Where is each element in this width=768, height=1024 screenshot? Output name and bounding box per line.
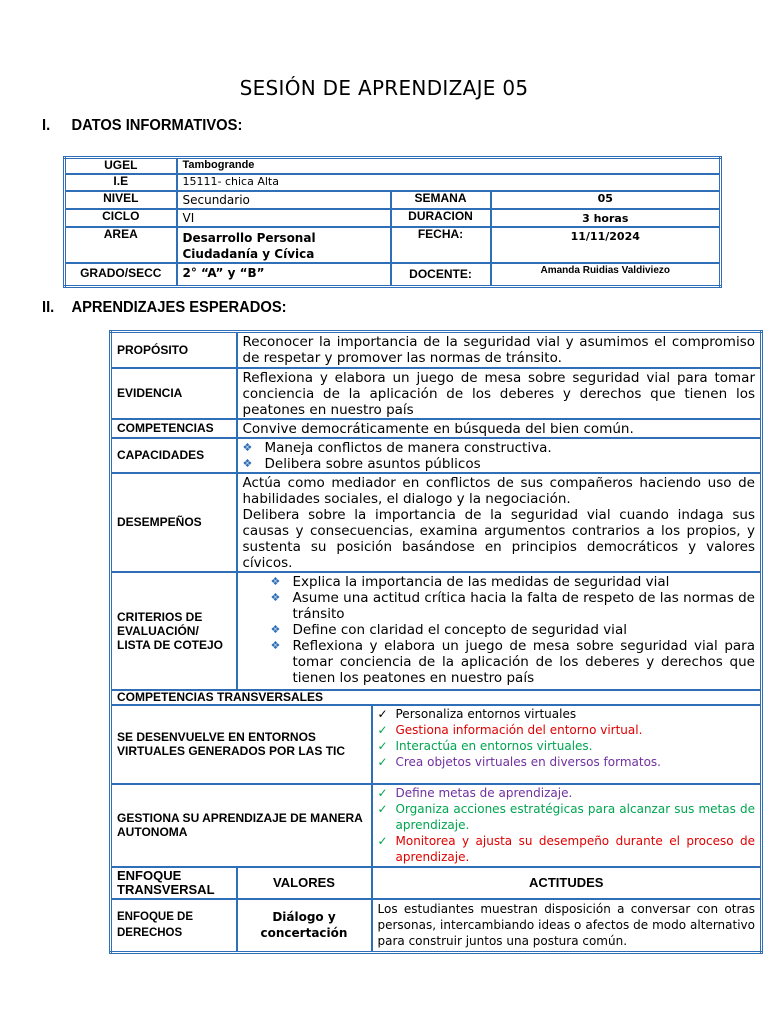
ie-value: 15111- chica Alta bbox=[177, 174, 721, 191]
diamond-bullet-icon: ❖ bbox=[270, 622, 281, 636]
capacidades-cell bbox=[237, 438, 762, 473]
checkmark-icon: ✓ bbox=[377, 785, 388, 800]
duracion-label: DURACION bbox=[391, 209, 491, 227]
enfoque-derechos: ENFOQUE DE DERECHOS bbox=[111, 899, 237, 953]
evidencia-label: EVIDENCIA bbox=[111, 368, 237, 419]
autonoma-label: GESTIONA SU APRENDIZAJE DE MANERA AUTONOMA bbox=[111, 784, 372, 867]
diamond-bullet-icon: ❖ bbox=[270, 590, 281, 604]
desempenos-label: DESEMPEÑOS bbox=[111, 473, 237, 572]
datos-informativos-table bbox=[63, 156, 722, 288]
autonoma-cell bbox=[372, 784, 762, 867]
ugel-label: UGEL bbox=[65, 158, 177, 174]
section-label: APRENDIZAJES ESPERADOS: bbox=[71, 299, 287, 316]
desempeno-text: Delibera sobre la importancia de la seguridad vial cuando indaga sus causas y consecuencias, examina argumentos contrarios a los propios, y sustenta su posición basándose en principios democráticos y valores cívicos. bbox=[242, 506, 755, 571]
enfoque-label: ENFOQUE TRANSVERSAL bbox=[111, 867, 237, 899]
diamond-bullet-icon: ❖ bbox=[270, 574, 281, 588]
desempeno-text: Actúa como mediador en conflictos de sus compañeros haciendo uso de habilidades sociales, el dialogo y la negociación. bbox=[242, 474, 755, 507]
ugel-value: Tambogrande bbox=[177, 158, 721, 174]
tic-label: SE DESENVUELVE EN ENTORNOS VIRTUALES GENERADOS POR LAS TIC bbox=[111, 705, 372, 784]
valores-label: VALORES bbox=[237, 867, 372, 899]
list-item: ❖ Reflexiona y elabora un juego de mesa sobre seguridad vial para tomar conciencia de la aplicación de los deberes y derechos que tienen los peatones en nuestro país bbox=[270, 637, 755, 686]
list-item: ❖ Define con claridad el concepto de seguridad vial bbox=[270, 621, 627, 638]
list-item: ✓ Define metas de aprendizaje. bbox=[377, 785, 573, 800]
list-item: ❖ Asume una actitud crítica hacia la falta de respeto de las normas de tránsito bbox=[270, 589, 755, 622]
section-number: I. bbox=[42, 117, 51, 134]
diamond-bullet-icon: ❖ bbox=[242, 456, 253, 470]
desempenos-cell bbox=[237, 473, 762, 572]
page-title: SESIÓN DE APRENDIZAJE 05 bbox=[239, 76, 529, 100]
criterios-cell bbox=[237, 572, 762, 690]
list-item: ✓ Monitorea y ajusta su desempeño durante el proceso de aprendizaje. bbox=[377, 833, 755, 864]
evidencia-text: Reflexiona y elabora un juego de mesa sobre seguridad vial para tomar conciencia de la aplicación de los deberes y derechos que tienen los peatones en nuestro país bbox=[237, 368, 762, 419]
section-heading-aprendizajes bbox=[42, 299, 287, 317]
competencias-text: Convive democráticamente en búsqueda del bien común. bbox=[237, 419, 762, 438]
list-item: ✓ Interactúa en entornos virtuales. bbox=[377, 738, 593, 753]
list-item: ✓ Personaliza entornos virtuales bbox=[377, 706, 577, 721]
checkmark-icon: ✓ bbox=[377, 801, 388, 816]
section-label: DATOS INFORMATIVOS: bbox=[71, 117, 243, 134]
diamond-bullet-icon: ❖ bbox=[270, 638, 281, 652]
criterios-list bbox=[243, 574, 756, 686]
ie-label: I.E bbox=[65, 174, 177, 191]
fecha-value: 11/11/2024 bbox=[491, 227, 721, 263]
list-item: ✓ Gestiona información del entorno virtual. bbox=[377, 722, 643, 737]
criterios-label: CRITERIOS DE EVALUACIÓN/ LISTA DE COTEJO bbox=[111, 572, 237, 690]
ciclo-value: VI bbox=[177, 209, 391, 227]
duracion-value: 3 horas bbox=[491, 209, 721, 227]
actitudes-label: ACTITUDES bbox=[372, 867, 762, 899]
nivel-value: Secundario bbox=[177, 191, 391, 209]
list-item: ❖ Maneja conflictos de manera constructiva. bbox=[242, 439, 552, 456]
checkmark-icon: ✓ bbox=[377, 722, 388, 737]
tic-list bbox=[378, 706, 756, 770]
proposito-label: PROPÓSITO bbox=[111, 332, 237, 368]
ciclo-label: CICLO bbox=[65, 209, 177, 227]
transversales-label: COMPETENCIAS TRANSVERSALES bbox=[111, 690, 762, 705]
grado-value: 2° “A” y “B” bbox=[177, 263, 391, 287]
checkmark-icon: ✓ bbox=[377, 833, 388, 848]
autonoma-list bbox=[378, 785, 756, 865]
list-item: ✓ Crea objetos virtuales en diversos formatos. bbox=[377, 754, 661, 769]
competencias-label: COMPETENCIAS bbox=[111, 419, 237, 438]
checkmark-icon: ✓ bbox=[377, 738, 388, 753]
area-value: Desarrollo Personal Ciudadanía y Cívica bbox=[177, 227, 391, 263]
valor-text: Diálogo y concertación bbox=[237, 899, 372, 953]
grado-label: GRADO/SECC bbox=[65, 263, 177, 287]
docente-value: Amanda Ruidias Valdiviezo bbox=[491, 263, 721, 287]
nivel-label: NIVEL bbox=[65, 191, 177, 209]
tic-cell bbox=[372, 705, 762, 784]
diamond-bullet-icon: ❖ bbox=[242, 440, 253, 454]
semana-label: SEMANA bbox=[391, 191, 491, 209]
aprendizajes-table bbox=[109, 330, 763, 954]
docente-label: DOCENTE: bbox=[391, 263, 491, 287]
capacidades-list bbox=[243, 440, 756, 472]
list-item: ✓ Organiza acciones estratégicas para alcanzar sus metas de aprendizaje. bbox=[377, 801, 755, 832]
semana-value: 05 bbox=[491, 191, 721, 209]
list-item: ❖ Explica la importancia de las medidas de seguridad vial bbox=[270, 573, 670, 590]
checkmark-icon: ✓ bbox=[377, 754, 388, 769]
proposito-text: Reconocer la importancia de la seguridad vial y asumimos el compromiso de respetar y promover las normas de tránsito. bbox=[237, 332, 762, 368]
fecha-label: FECHA: bbox=[391, 227, 491, 263]
area-label: AREA bbox=[65, 227, 177, 263]
actitud-text: Los estudiantes muestran disposición a conversar con otras personas, intercambiando ideas o afectos de modo alternativo para construir juntos una postura común. bbox=[372, 899, 762, 953]
list-item: ❖ Delibera sobre asuntos públicos bbox=[242, 455, 481, 472]
section-heading-datos bbox=[42, 117, 242, 135]
section-number: II. bbox=[42, 299, 55, 316]
capacidades-label: CAPACIDADES bbox=[111, 438, 237, 473]
checkmark-icon: ✓ bbox=[377, 706, 388, 721]
